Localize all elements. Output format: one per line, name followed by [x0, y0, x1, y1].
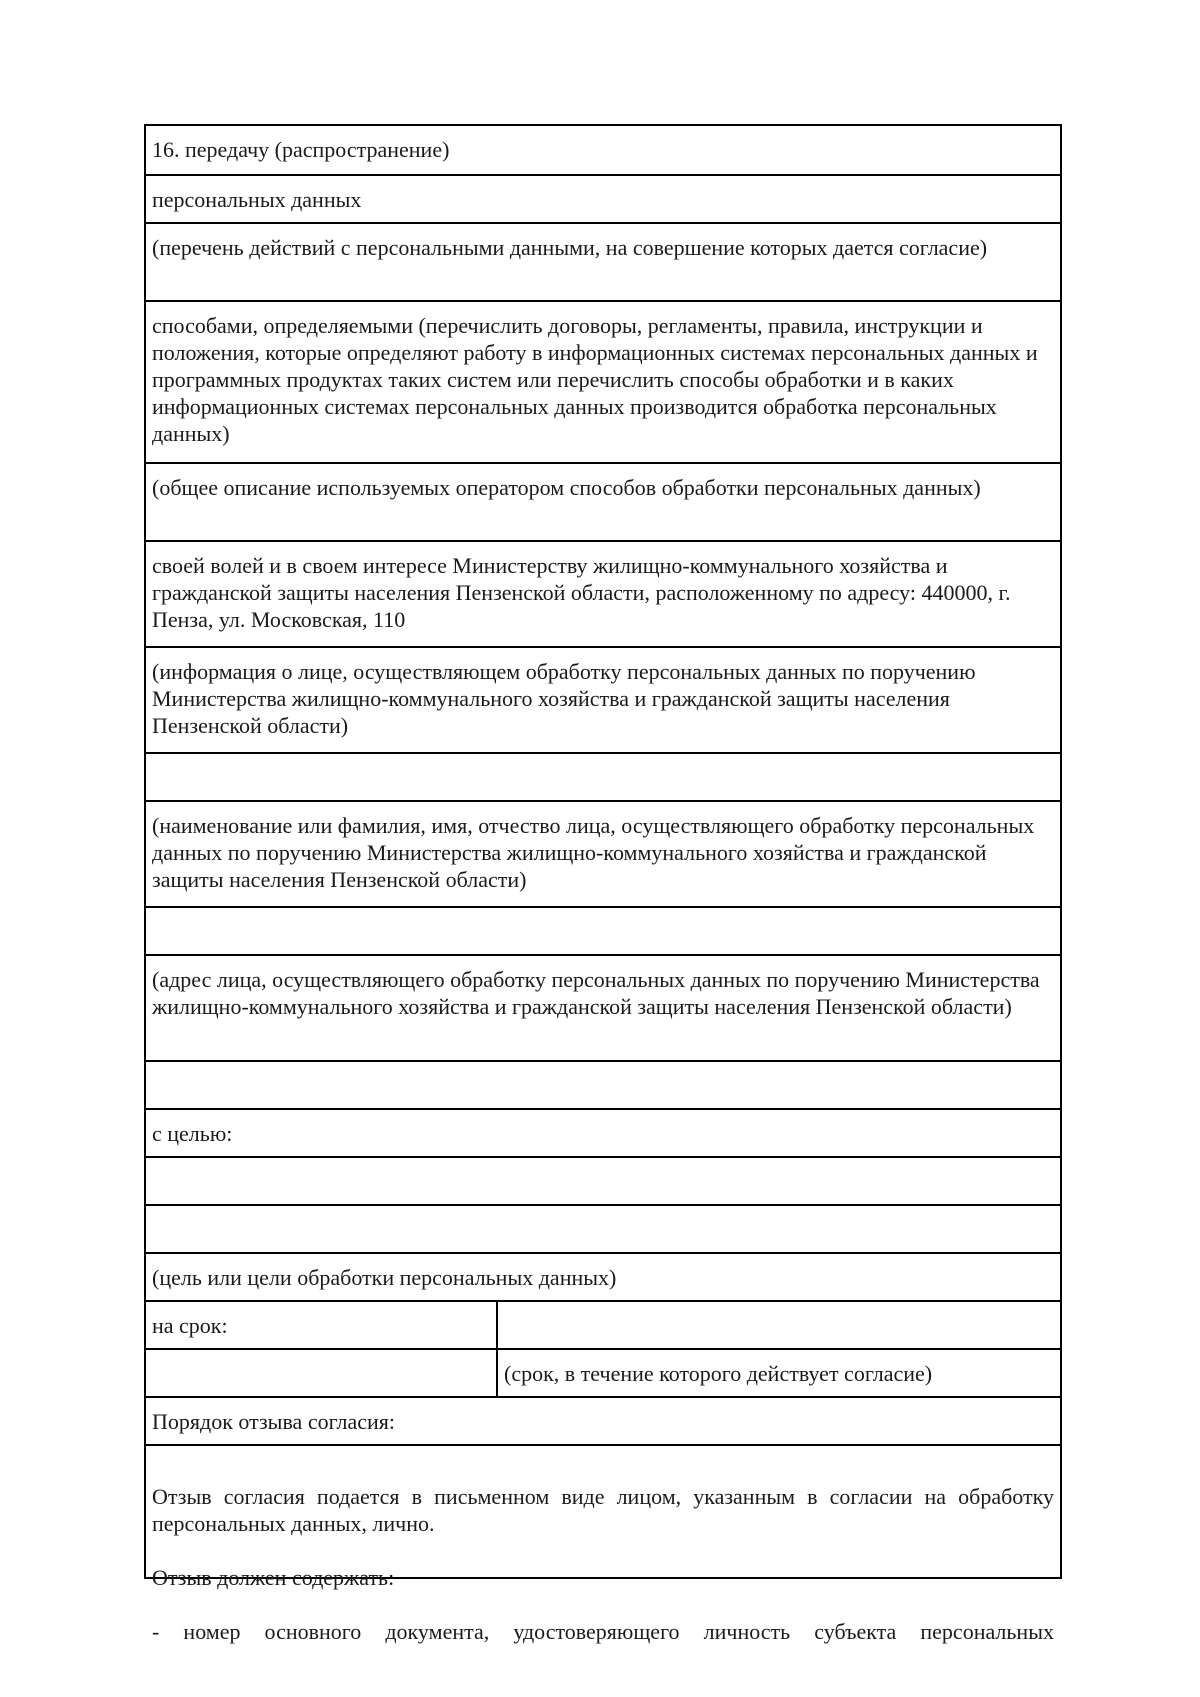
term-row — [146, 1300, 1060, 1348]
form-row — [146, 300, 1060, 462]
term-note: (срок, в течение которого действует согласие) — [504, 1361, 933, 1386]
form-cell: своей волей и в своем интересе Министерству жилищно-коммунального хозяйства и гражданской защиты населения Пензенской области, расположенному по адресу: 440000, г. Пенза, ул. Московская, 110 — [152, 553, 1011, 632]
form-blank-row — [146, 906, 1060, 954]
form-row — [146, 222, 1060, 300]
form-cell: (информация о лице, осуществляющем обработку персональных данных по поручению Министерства жилищно-коммунального хозяйства и гражданской защиты населения Пензенской области) — [152, 659, 976, 738]
form-cell: способами, определяемыми (перечислить договоры, регламенты, правила, инструкции и положения, которые определяют работу в информационных системах персональных данных и программных продуктах таких систем или перечислить способы обработки и в каких информационных системах персональных данных производится обработка персональных данных) — [152, 313, 1038, 446]
revocation-paragraph: - номер основного документа, удостоверяющего личность субъекта персональных — [152, 1619, 1054, 1644]
form-row — [146, 462, 1060, 540]
consent-form-table — [144, 124, 1062, 1644]
term-blank-cell — [146, 1350, 498, 1396]
form-cell: (перечень действий с персональными данными, на совершение которых дается согласие) — [152, 235, 988, 260]
form-row — [146, 1252, 1060, 1300]
form-row — [146, 540, 1060, 646]
form-row — [146, 646, 1060, 752]
revocation-paragraph: Отзыв согласия подается в письменном виде лицом, указанным в согласии на обработку персональных данных, лично. — [152, 1484, 1054, 1536]
form-cell: с целью: — [152, 1121, 233, 1146]
form-blank-cell — [146, 908, 1060, 954]
form-cell: (наименование или фамилия, имя, отчество лица, осуществляющего обработку персональных данных по поручению Министерства жилищно-коммунального хозяйства и гражданской защиты населения Пензенской области) — [152, 813, 1035, 892]
form-cell: персональных данных — [152, 187, 362, 212]
form-blank-row — [146, 1060, 1060, 1108]
form-row — [146, 1108, 1060, 1156]
form-cell: (общее описание используемых оператором способов обработки персональных данных) — [152, 475, 981, 500]
term-note-row — [146, 1348, 1060, 1396]
form-cell: (адрес лица, осуществляющего обработку персональных данных по поручению Министерства жилищно-коммунального хозяйства и гражданской защиты населения Пензенской области) — [152, 967, 1040, 1019]
form-blank-cell — [146, 1062, 1060, 1108]
form-blank-row — [146, 1204, 1060, 1252]
revocation-paragraph: Отзыв должен содержать: — [152, 1565, 395, 1590]
revocation-text — [146, 1446, 1060, 1644]
revocation-text-row — [146, 1444, 1060, 1644]
form-cell: (цель или цели обработки персональных данных) — [152, 1265, 617, 1290]
form-blank-cell — [146, 1158, 1060, 1204]
form-cell: 16. передачу (распространение) — [152, 137, 450, 162]
form-blank-cell — [146, 1206, 1060, 1252]
form-row — [146, 126, 1060, 174]
form-blank-cell — [146, 754, 1060, 800]
revocation-heading-row — [146, 1396, 1060, 1444]
revocation-heading: Порядок отзыва согласия: — [152, 1409, 395, 1434]
form-blank-row — [146, 1156, 1060, 1204]
form-blank-row — [146, 752, 1060, 800]
term-value-field — [498, 1302, 1060, 1348]
form-row — [146, 174, 1060, 222]
form-row — [146, 954, 1060, 1060]
term-label: на срок: — [146, 1302, 498, 1348]
form-row — [146, 800, 1060, 906]
